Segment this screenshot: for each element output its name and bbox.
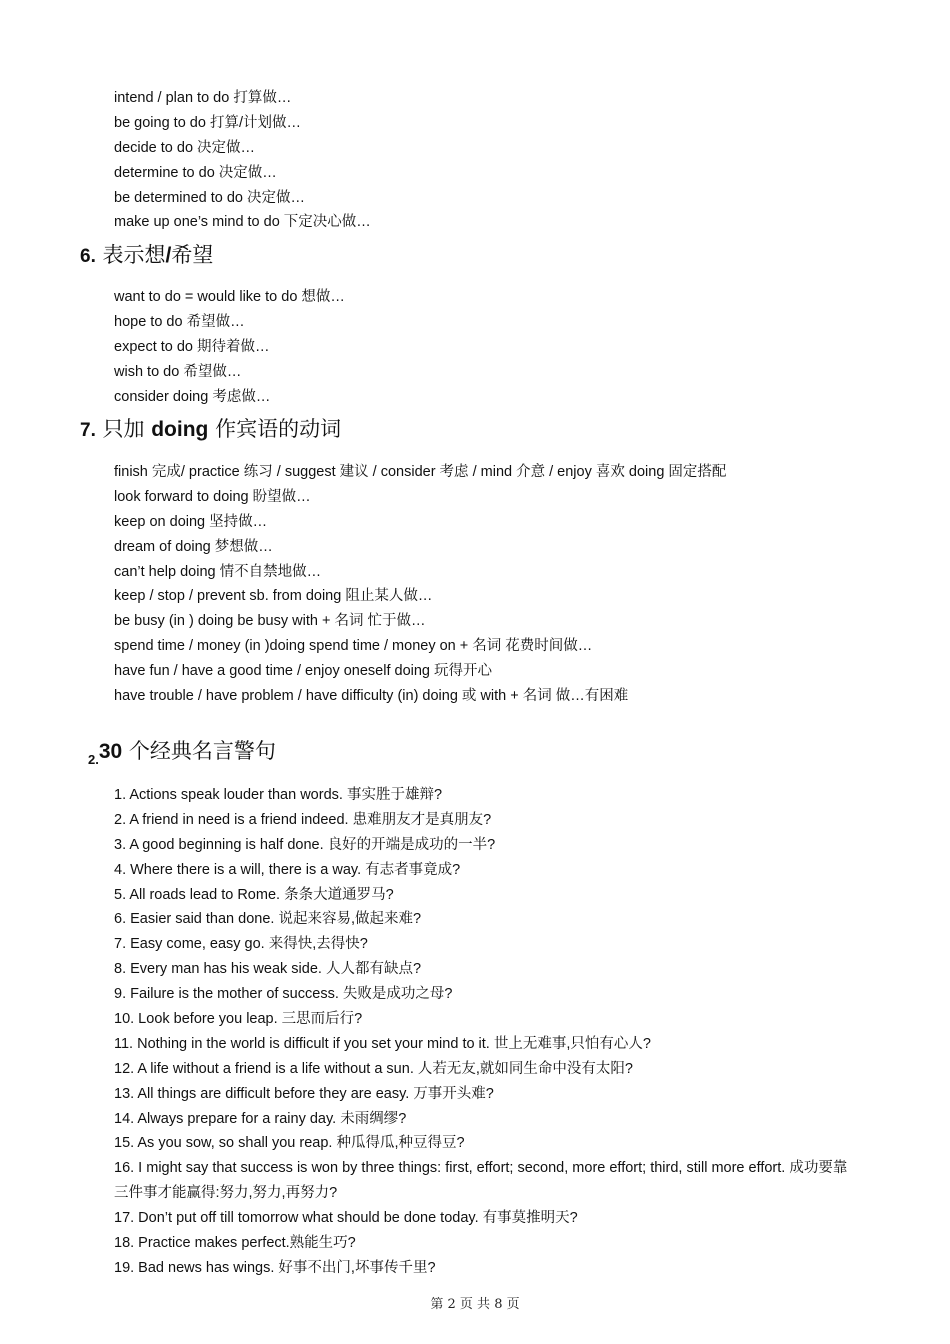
list-item: keep / stop / prevent sb. from doing 阻止某人做… <box>114 588 433 605</box>
list-item: determine to do 决定做… <box>114 164 277 181</box>
list-item: can’t help doing 情不自禁地做… <box>114 563 322 580</box>
list-item: 17. Don’t put off till tomorrow what should be done today. 有事莫推明天? <box>114 1210 578 1227</box>
list-item: want to do = would like to do 想做… <box>114 289 345 305</box>
list-item: intend / plan to do 打算做… <box>114 90 292 106</box>
intro-list <box>114 86 910 235</box>
list-item: 7. Easy come, easy go. 来得快,去得快? <box>114 936 368 953</box>
list-item: 10. Look before you leap. 三思而后行? <box>114 1011 363 1028</box>
list-item: spend time / money (in )doing spend time / money on + 名词 花费时间做… <box>114 638 593 655</box>
list-item: 11. Nothing in the world is difficult if you set your mind to it. 世上无难事,只怕有心人? <box>114 1035 651 1052</box>
list-item: consider doing 考虑做… <box>114 388 271 405</box>
list-item: 16. I might say that success is won by three things: first, effort; second, more effort; third, still more effort. 成功要靠三件事才能赢得:努力,努力,再努力? <box>114 1160 848 1202</box>
page-footer: 第 2 页 共 8 页 <box>430 1297 520 1312</box>
list-item: finish 完成/ practice 练习 / suggest 建议 / consider 考虑 / mind 介意 / enjoy 喜欢 doing 固定搭配 <box>114 464 727 480</box>
list-item: 5. All roads lead to Rome. 条条大道通罗马? <box>114 886 394 903</box>
list-item: make up one’s mind to do 下定决心做… <box>114 214 371 231</box>
list-item: 19. Bad news has wings. 好事不出门,坏事传千里? <box>114 1259 436 1276</box>
list-item: have fun / have a good time / enjoy oneself doing 玩得开心 <box>114 663 493 680</box>
list-item: be busy (in ) doing be busy with + 名词 忙于做… <box>114 613 426 630</box>
list-item: 9. Failure is the mother of success. 失败是成功之母? <box>114 986 453 1003</box>
list-item: keep on doing 坚持做… <box>114 513 268 530</box>
list-item: look forward to doing 盼望做… <box>114 488 311 505</box>
section-title-part: 作宾语的动词 <box>215 417 342 441</box>
section-title-part: 表示想 <box>102 243 166 267</box>
list-item: 3. A good beginning is half done. 良好的开端是成功的一半? <box>114 836 496 853</box>
list-item: 15. As you sow, so shall you reap. 种瓜得瓜,种豆得豆? <box>114 1135 465 1152</box>
list-item: dream of doing 梦想做… <box>114 538 273 555</box>
list-item: 6. Easier said than done. 说起来容易,做起来难? <box>114 911 422 928</box>
list-item: 4. Where there is a will, there is a way. 有志者事竟成? <box>114 861 461 878</box>
list-item: hope to do 希望做… <box>114 313 245 330</box>
list-item: have trouble / have problem / have difficulty (in) doing 或 with + 名词 做…有困难 <box>114 688 629 705</box>
list-item: 13. All things are difficult before they are easy. 万事开头难? <box>114 1085 494 1102</box>
list-item: 12. A life without a friend is a life without a sun. 人若无友,就如同生命中没有太阳? <box>114 1060 633 1077</box>
quotes-list <box>114 783 850 1281</box>
list-item: wish to do 希望做… <box>114 363 242 380</box>
section-title-part: 个经典名言警句 <box>128 739 276 763</box>
list-item: 8. Every man has his weak side. 人人都有缺点? <box>114 961 422 978</box>
section-number: 6. <box>80 246 96 267</box>
list-item: be determined to do 决定做… <box>114 189 306 206</box>
list-item: 18. Practice makes perfect.熟能生巧? <box>114 1235 356 1252</box>
section-title-number: 30 <box>98 740 123 763</box>
section-title-slash: / <box>165 244 172 267</box>
section6-list <box>114 285 910 409</box>
section-title-part: 只加 <box>102 417 145 441</box>
section-number: 7. <box>80 420 96 441</box>
list-item: decide to do 决定做… <box>114 139 256 156</box>
section-heading-quotes <box>88 737 276 768</box>
section-number: 2. <box>88 752 99 767</box>
section-heading-6 <box>80 241 213 271</box>
section-title-part: 希望 <box>171 243 214 267</box>
list-item: 2. A friend in need is a friend indeed. 患难朋友才是真朋友? <box>114 811 492 828</box>
list-item: 1. Actions speak louder than words. 事实胜于雄辩? <box>114 787 443 803</box>
section-title-bold: doing <box>151 418 209 441</box>
section-heading-7 <box>80 415 341 445</box>
list-item: expect to do 期待着做… <box>114 338 270 355</box>
section7-list <box>114 460 800 709</box>
list-item: be going to do 打算/计划做… <box>114 114 301 131</box>
list-item: 14. Always prepare for a rainy day. 未雨绸缪? <box>114 1110 407 1127</box>
